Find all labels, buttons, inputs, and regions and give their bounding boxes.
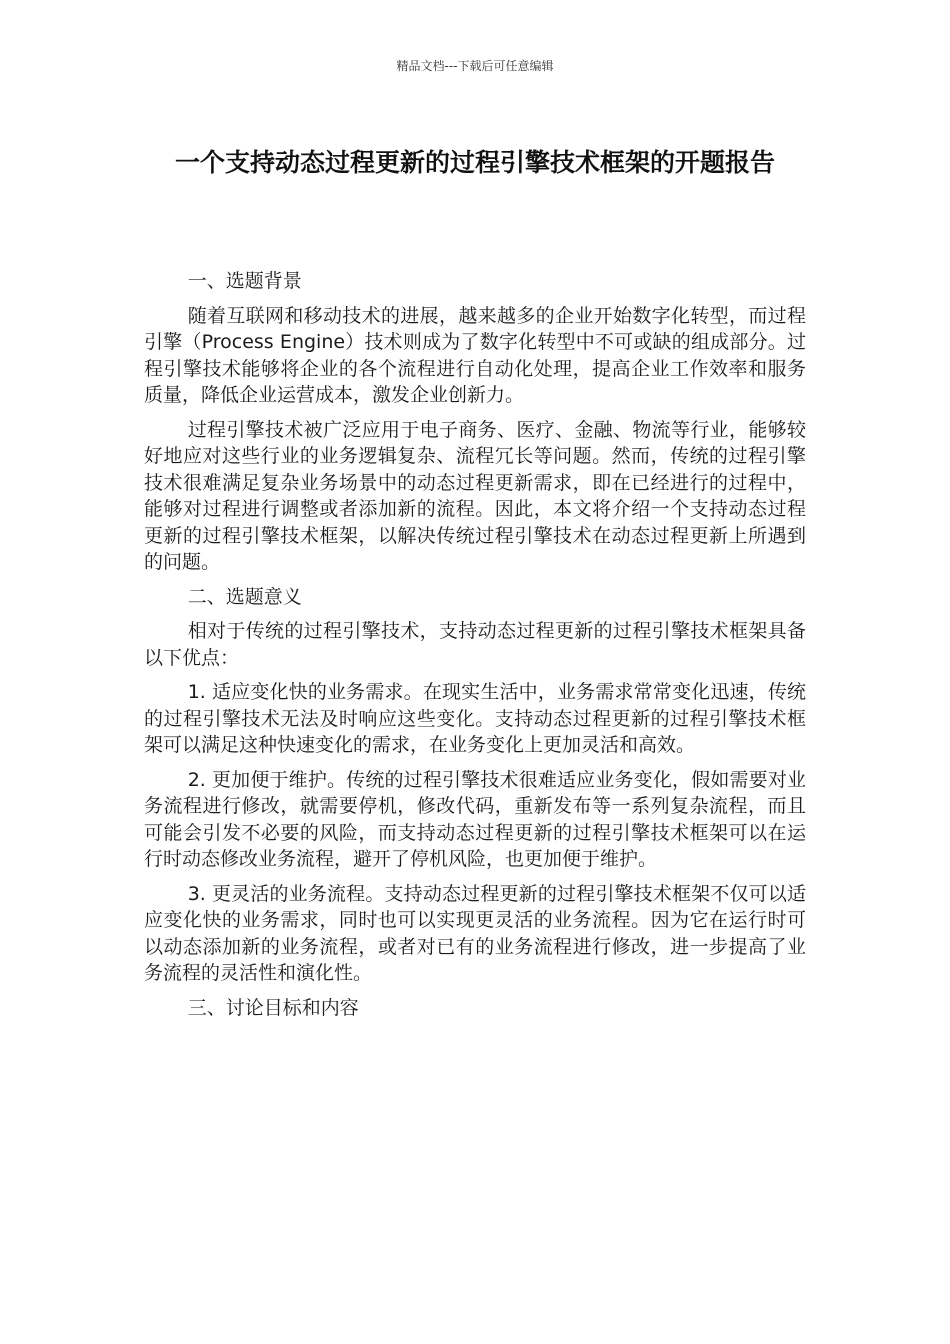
section-heading-goals: 三、讨论目标和内容 — [187, 996, 359, 1019]
paragraph-background-2: 过程引擎技术被广泛应用于电子商务、医疗、金融、物流等行业，能够较好地应对这些行业的业务逻辑复杂、流程冗长等问题。然而，传统的过程引擎技术很难满足复杂业务场景中的动态过程更新需求，即在已经进行的过程中，能够对过程进行调整或者添加新的流程。因此，本文将介绍一个支持动态过程更新的过程引擎技术框架，以解决传统过程引擎技术在动态过程更新上所遇到的问题。 — [144, 418, 806, 573]
section-heading-background: 一、选题背景 — [187, 270, 302, 292]
paragraph-advantage-3: 3. 更灵活的业务流程。支持动态过程更新的过程引擎技术框架不仅可以适应变化快的业务需求，同时也可以实现更灵活的业务流程。因为它在运行时可以动态添加新的业务流程，或者对已有的业务流程进行修改，进一步提高了业务流程的灵活性和演化性。 — [144, 882, 806, 984]
paragraph-background-1: 随着互联网和移动技术的进展，越来越多的企业开始数字化转型，而过程引擎（Process Engine）技术则成为了数字化转型中不可或缺的组成部分。过程引擎技术能够将企业的各个流程进行自动化处理，提高企业工作效率和服务质量，降低企业运营成本，激发企业创新力。 — [144, 304, 806, 406]
document-title: 一个支持动态过程更新的过程引擎技术框架的开题报告 — [174, 148, 775, 177]
page-header: 精品文档---下载后可任意编辑 — [396, 59, 554, 73]
paragraph-significance-intro: 相对于传统的过程引擎技术，支持动态过程更新的过程引擎技术框架具备以下优点： — [144, 620, 806, 669]
paragraph-advantage-1: 1. 适应变化快的业务需求。在现实生活中，业务需求常常变化迅速，传统的过程引擎技术无法及时响应这些变化。支持动态过程更新的过程引擎技术框架可以满足这种快速变化的需求，在业务变化上更加灵活和高效。 — [144, 681, 806, 756]
paragraph-advantage-2: 2. 更加便于维护。传统的过程引擎技术很难适应业务变化，假如需要对业务流程进行修改，就需要停机，修改代码，重新发布等一系列复杂流程，而且可能会引发不必要的风险，而支持动态过程更新的过程引擎技术框架可以在运行时动态修改业务流程，避开了停机风险，也更加便于维护。 — [144, 768, 806, 870]
document-body — [144, 268, 806, 1029]
section-heading-significance: 二、选题意义 — [187, 585, 302, 608]
